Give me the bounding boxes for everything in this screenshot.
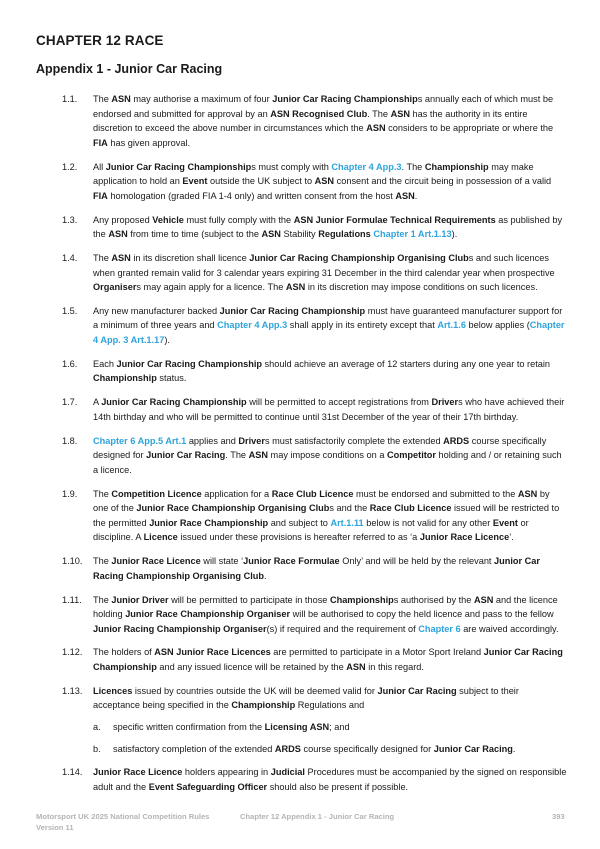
clause-text-run: will state ‘ <box>200 556 244 567</box>
defined-term: Event <box>182 176 208 187</box>
clause-text-run: Any new manufacturer backed <box>93 305 220 316</box>
clause-text-run: in its discretion shall licence <box>130 252 250 263</box>
clause-text-run: ’. <box>509 532 514 543</box>
cross-reference-link[interactable]: Chapter 1 Art.1.13 <box>373 229 452 240</box>
sub-item <box>93 742 567 757</box>
clause-text-run: s authorised by the <box>393 594 474 605</box>
clause-text-run: All <box>93 161 106 172</box>
clause-text-run: . <box>264 570 267 581</box>
clause-text-run: holding and / or retaining such a licence. <box>93 450 562 475</box>
clause-text-run: has the authority in its entire discretion to exceed the above number in circumstances which the <box>93 108 528 134</box>
clause-body <box>93 92 567 150</box>
clause-text-run: issued under these provisions is hereafter referred to as ‘a <box>177 532 420 543</box>
clause-body <box>93 434 567 478</box>
clause-text-run: Regulations and <box>295 700 365 711</box>
defined-term: Championship <box>424 161 489 172</box>
clause-body <box>93 395 567 424</box>
defined-term: Junior Race Licence <box>111 556 201 567</box>
clause-item <box>0 684 600 756</box>
clause-item <box>0 304 600 348</box>
cross-reference-link[interactable]: Chapter 6 App.5 Art.1 <box>93 435 187 446</box>
clause-text-run: course specifically designed for <box>93 435 547 461</box>
clause-number: 1.13. <box>62 685 83 696</box>
cross-reference-link[interactable]: Chapter 4 App.3 <box>331 161 402 172</box>
clause-item <box>0 554 600 583</box>
defined-term: Event Safeguarding Officer <box>148 782 268 792</box>
cross-reference-link[interactable]: Chapter 4 App. 3 Art.1.17 <box>93 320 565 346</box>
sub-item-text <box>113 742 567 757</box>
clause-text-run: . The <box>401 161 425 172</box>
clause-body <box>93 213 567 242</box>
clause-text-run: holders appearing in <box>182 767 271 778</box>
defined-term: Junior Race Championship Organising Club <box>136 503 330 514</box>
defined-term: Junior Race Championship Organiser <box>125 609 291 620</box>
clause-text-run: s must satisfactorily complete the extended <box>264 435 444 446</box>
clause-text-run: s may again apply for a licence. The <box>136 282 286 293</box>
defined-term: Junior Car Racing <box>146 450 226 461</box>
clause-text-run: are permitted to participate in a Motor Sport Ireland <box>270 647 484 658</box>
defined-term: Driver <box>238 435 265 446</box>
defined-term: Junior Car Racing Championship <box>101 397 247 408</box>
defined-term: Junior Race Licence <box>419 532 510 543</box>
defined-term: ASN <box>314 176 335 187</box>
clause-text-run: The <box>93 488 112 499</box>
clause-body <box>93 684 567 756</box>
clause-number: 1.12. <box>62 647 83 658</box>
clause-text-run: application for a <box>201 488 272 499</box>
defined-term: ASN <box>366 123 386 134</box>
clause-text-run: will be permitted to participate in those <box>168 594 330 605</box>
defined-term: FIA <box>93 190 108 201</box>
defined-term: Junior Car Racing Championship <box>272 94 418 104</box>
clause-text-run: must fully comply with the <box>183 214 294 225</box>
clause-number: 1.4. <box>62 252 78 263</box>
clause-text-run: may authorise a maximum of four <box>130 94 273 104</box>
clause-item <box>0 213 600 242</box>
sub-item-text <box>113 720 567 735</box>
clause-text-run: issued will be restricted to the permitted <box>93 503 560 528</box>
clause-text-run: below is not valid for any other <box>363 517 493 528</box>
clause-text-run: s and such licences when granted remain valid for 3 calendar years expiring 31 December in the third calendar year when prospective <box>93 252 555 278</box>
defined-term: Event <box>492 517 518 528</box>
clause-item <box>0 395 600 424</box>
clause-text-run: has given approval. <box>107 137 191 148</box>
footer-section: Chapter 12 Appendix 1 - Junior Car Racing <box>240 812 395 821</box>
clause-paragraph <box>93 593 567 637</box>
cross-reference-link[interactable]: Art.1.6 <box>437 320 466 331</box>
clause-number: 1.10. <box>62 556 83 567</box>
defined-term: Junior Car Racing Championship <box>219 305 366 316</box>
clause-text-run: in its discretion may impose conditions on such licences. <box>305 282 538 293</box>
clause-number: 1.6. <box>62 358 78 369</box>
defined-term: Junior Race Formulae <box>243 556 340 567</box>
clause-text-run: or discipline. A <box>93 517 529 543</box>
defined-term: Competitor <box>387 450 436 461</box>
defined-term: ASN <box>261 229 281 240</box>
footer-version: Version 11 <box>36 823 74 832</box>
defined-term: FIA <box>93 137 108 148</box>
clause-text-run: and any issued licence will be retained by the <box>156 662 347 673</box>
defined-term: Licensing ASN <box>264 722 330 733</box>
clause-body <box>93 645 567 674</box>
clause-paragraph <box>93 251 567 295</box>
defined-term: Race Club Licence <box>271 488 354 499</box>
clause-text-run: course specifically designed for <box>300 743 434 754</box>
defined-term: ASN <box>473 594 494 605</box>
clause-text-run: should achieve an average of 12 starters during any one year to retain <box>261 358 551 369</box>
clause-text-run: applies and <box>186 435 239 446</box>
defined-term: ASN Recognised Club <box>270 108 368 119</box>
clause-text-run: ; and <box>329 722 350 733</box>
clause-text-run: issued by countries outside the UK will be deemed valid for <box>132 685 378 696</box>
clause-number: 1.8. <box>62 435 78 446</box>
clause-item <box>0 92 600 150</box>
clause-text-run: The <box>93 252 112 263</box>
clause-text-run: status. <box>156 373 187 384</box>
clause-text-run: . The <box>225 450 249 461</box>
clause-text-run: . <box>512 743 516 754</box>
defined-term: Licence <box>143 532 178 543</box>
clause-item <box>0 487 600 545</box>
clause-text-run: as published by the <box>93 214 563 240</box>
clause-number: 1.2. <box>62 161 78 172</box>
clause-text-run: satisfactory completion of the extended <box>113 743 275 754</box>
clause-text-run: subject to their acceptance being specified in the <box>93 685 519 711</box>
clause-text-run: ). <box>164 335 170 346</box>
clause-text-run: are waived accordingly. <box>460 623 559 634</box>
clause-item <box>0 765 600 794</box>
defined-term: Junior Car Racing Championship <box>93 647 563 673</box>
clause-text-run: in this regard. <box>365 662 424 673</box>
clause-text-run: and subject to <box>268 517 331 528</box>
clause-paragraph <box>93 554 567 583</box>
defined-term: Championship <box>329 594 394 605</box>
defined-term: Junior Car Racing Championship <box>116 358 262 369</box>
clause-text-run: The <box>93 594 112 605</box>
clause-body <box>93 251 567 295</box>
defined-term: ASN Junior Race Licences <box>154 647 271 658</box>
defined-term: Junior Racing Championship Organiser <box>93 623 267 634</box>
defined-term: Licences <box>93 685 133 696</box>
clause-text-run: s who have achieved their 14th birthday and who will be permitted to continue until 31st December of the year of their 17th birthday. <box>93 397 565 422</box>
defined-term: ASN <box>390 108 410 119</box>
clause-paragraph <box>93 487 567 545</box>
clause-paragraph <box>93 213 567 242</box>
clause-number: 1.5. <box>62 305 78 316</box>
defined-term: Championship <box>93 373 157 384</box>
clause-text-run: will be permitted to accept registrations from <box>246 397 432 408</box>
clause-text-run: s annually each of which must be endorsed and submitted for approval by an <box>93 94 554 119</box>
defined-term: ASN <box>248 450 268 461</box>
clause-item <box>0 645 600 674</box>
defined-term: Competition Licence <box>111 488 202 499</box>
defined-term: Regulations <box>318 229 371 240</box>
clause-text-run: . <box>414 190 418 201</box>
clause-item <box>0 434 600 478</box>
clause-paragraph <box>93 765 567 794</box>
clause-body <box>93 160 567 204</box>
clause-paragraph <box>93 684 567 713</box>
clause-paragraph <box>93 160 567 204</box>
defined-term: Judicial <box>270 767 305 778</box>
clause-text-run: may make application to hold an <box>93 161 534 187</box>
defined-term: ASN <box>111 252 131 263</box>
defined-term: Junior Race Championship <box>149 517 269 528</box>
chapter-title: CHAPTER 12 RACE <box>36 33 164 48</box>
clause-paragraph <box>93 434 567 478</box>
defined-term: Championship <box>231 700 296 711</box>
clause-text-run: specific written confirmation from the <box>113 722 265 733</box>
appendix-title: Appendix 1 - Junior Car Racing <box>36 62 223 76</box>
clause-body <box>93 304 567 348</box>
defined-term: ARDS <box>274 743 301 754</box>
footer-publication: Motorsport UK 2025 National Competition Rules <box>36 812 210 821</box>
defined-term: Organiser <box>93 282 137 293</box>
clause-text-run: will be authorised to copy the held licence and pass to the fellow <box>290 609 554 620</box>
clause-text-run: s and the <box>329 503 370 514</box>
clause-text-run: outside the UK subject to <box>207 176 315 187</box>
clause-text-run: may impose conditions on a <box>268 450 387 461</box>
clause-text-run: Any proposed <box>93 214 153 225</box>
defined-term: Junior Car Racing <box>433 743 513 754</box>
clause-text-run: Each <box>93 358 117 369</box>
defined-term: Junior Car Racing Championship Organising Club <box>93 556 540 581</box>
cross-reference-link[interactable]: Chapter 4 App.3 <box>217 320 288 331</box>
defined-term: Junior Driver <box>111 594 169 605</box>
clause-number: 1.1. <box>62 94 78 104</box>
clause-item <box>0 251 600 295</box>
clause-text-run: (s) if required and the requirement of <box>266 623 419 634</box>
clause-body <box>93 593 567 637</box>
clause-text-run: The holders of <box>93 647 155 658</box>
clause-text-run: by one of the <box>93 488 550 514</box>
defined-term: ARDS <box>443 435 470 446</box>
clause-text-run: . The <box>367 108 391 119</box>
cross-reference-link[interactable]: Art.1.11 <box>330 517 364 528</box>
footer-page-number: 393 <box>552 812 565 821</box>
cross-reference-link[interactable]: Chapter 6 <box>418 623 461 634</box>
sub-item <box>93 720 567 735</box>
sub-item-letter: a. <box>93 722 101 733</box>
defined-term: ASN Junior Formulae Technical Requirements <box>293 214 496 225</box>
clause-paragraph <box>93 357 567 386</box>
clause-body <box>93 554 567 583</box>
defined-term: ASN <box>517 488 538 499</box>
clause-body <box>93 487 567 545</box>
clause-text-run: homologation (graded FIA 1-4 only) and written consent from the host <box>107 190 396 201</box>
clause-list <box>0 92 600 804</box>
clause-text-run: must have guaranteed manufacturer support for a minimum of three years and <box>93 305 563 331</box>
defined-term: ASN <box>111 94 131 104</box>
clause-body <box>93 357 567 386</box>
clause-paragraph <box>93 645 567 674</box>
clause-text-run: Stability <box>280 229 319 240</box>
clause-text-run: s must comply with <box>251 161 332 172</box>
sub-item-letter: b. <box>93 743 101 754</box>
defined-term: Race Club Licence <box>369 503 452 514</box>
clause-text-run: below applies ( <box>465 320 530 331</box>
defined-term: ASN <box>108 229 128 240</box>
defined-term: ASN <box>285 282 306 293</box>
clause-number: 1.11. <box>62 594 82 605</box>
clause-text-run: should also be present if possible. <box>267 782 409 792</box>
clause-text-run: The <box>93 94 112 104</box>
clause-number: 1.3. <box>62 214 78 225</box>
defined-term: Driver <box>431 397 459 408</box>
clause-text-run: ). <box>451 229 458 240</box>
clause-text-run: Only’ and will be held by the relevant <box>339 556 495 567</box>
clause-paragraph <box>93 92 567 150</box>
clause-text-run: and the licence holding <box>93 594 558 620</box>
clause-paragraph <box>93 395 567 424</box>
defined-term: ASN <box>346 662 366 673</box>
defined-term: ASN <box>395 190 415 201</box>
clause-text-run: shall apply in its entirety except that <box>287 320 438 331</box>
defined-term: Junior Race Licence <box>93 767 183 778</box>
clause-body <box>93 765 567 794</box>
clause-item <box>0 357 600 386</box>
clause-text-run: must be endorsed and submitted to the <box>353 488 518 499</box>
clause-text-run: considers to be appropriate or where the <box>385 123 554 134</box>
clause-text-run: The <box>93 556 112 567</box>
clause-paragraph <box>93 304 567 348</box>
clause-item <box>0 160 600 204</box>
clause-text-run: A <box>93 397 102 408</box>
clause-text-run: Procedures must be accompanied by the signed on responsible adult and the <box>93 767 567 792</box>
clause-number: 1.9. <box>62 488 78 499</box>
clause-text-run: consent and the circuit being in possession of a valid <box>334 176 552 187</box>
clause-number: 1.7. <box>62 397 78 408</box>
footer-publication-block <box>36 811 209 833</box>
clause-number: 1.14. <box>62 767 83 778</box>
defined-term: Vehicle <box>152 214 184 225</box>
clause-item <box>0 593 600 637</box>
defined-term: Junior Car Racing Championship Organising Club <box>249 252 469 263</box>
defined-term: Junior Car Racing Championship <box>105 161 252 172</box>
clause-text-run: from time to time (subject to the <box>127 229 262 240</box>
defined-term: Junior Car Racing <box>377 685 457 696</box>
